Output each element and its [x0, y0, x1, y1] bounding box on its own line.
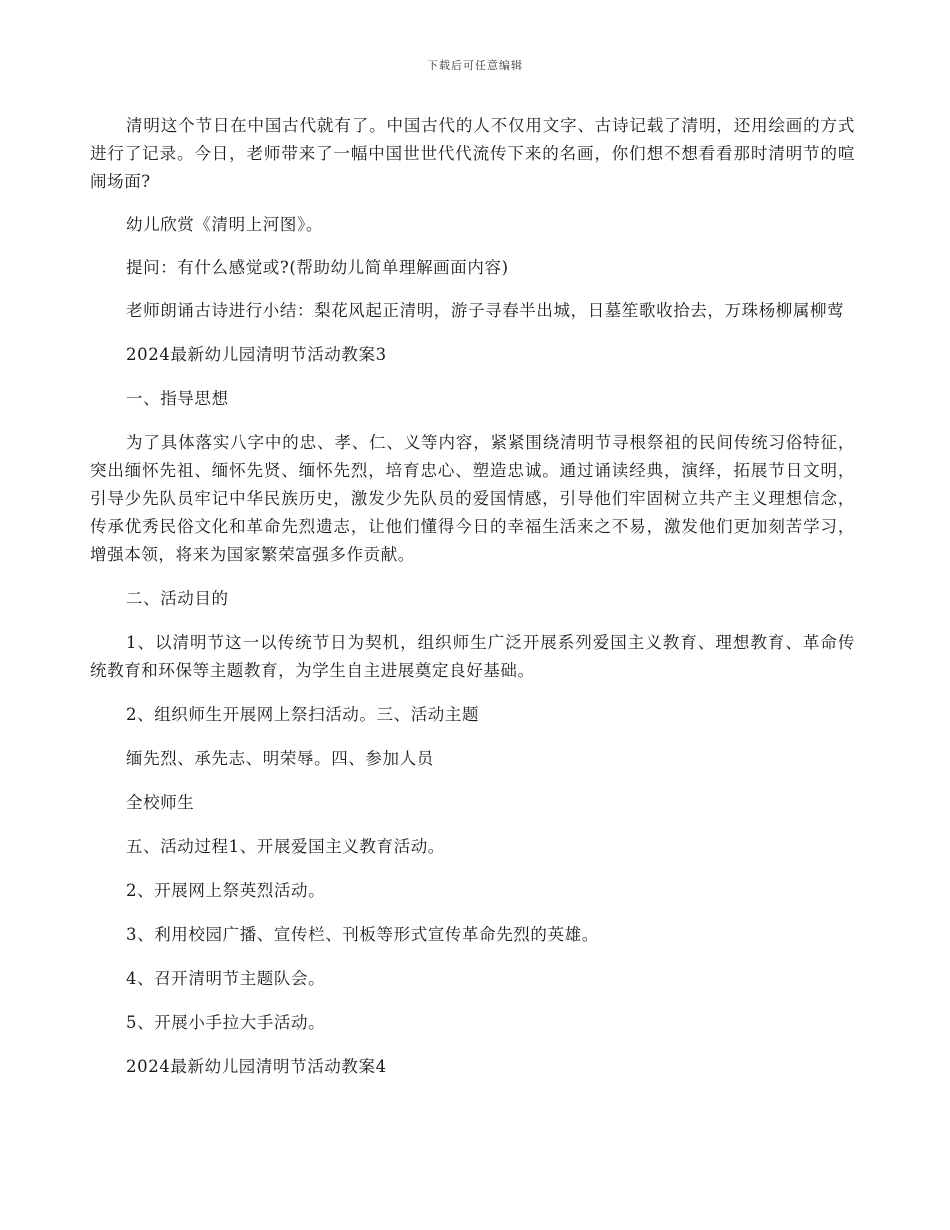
list-item: 5、开展小手拉大手活动。 [126, 1013, 326, 1032]
section-heading: 二、活动目的 [126, 589, 229, 608]
paragraph: 五、活动过程1、开展爱国主义教育活动。 [126, 837, 445, 856]
paragraph: 2、组织师生开展网上祭扫活动。三、活动主题 [126, 705, 480, 724]
section-heading: 2024最新幼儿园清明节活动教案4 [126, 1057, 387, 1076]
list-item: 2、开展网上祭英烈活动。 [126, 881, 326, 900]
section-heading: 2024最新幼儿园清明节活动教案3 [126, 345, 387, 364]
list-item: 3、利用校园广播、宣传栏、刊板等形式宣传革命先烈的英雄。 [126, 925, 599, 944]
page-header: 下载后可任意编辑 [427, 59, 523, 72]
paragraph: 1、以清明节这一以传统节日为契机，组织师生广泛开展系列爱国主义教育、理想教育、革命传统教育和环保等主题教育，为学生自主进展奠定良好基础。 [90, 633, 855, 680]
paragraph: 幼儿欣赏《清明上河图》。 [126, 215, 323, 234]
section-heading: 一、指导思想 [126, 389, 229, 408]
paragraph: 提问：有什么感觉或?(帮助幼儿简单理解画面内容) [126, 258, 509, 277]
paragraph: 清明这个节日在中国古代就有了。中国古代的人不仅用文字、古诗记载了清明，还用绘画的方式进行了记录。今日，老师带来了一幅中国世世代代流传下来的名画，你们想不想看看那时清明节的喧闹场面? [90, 116, 855, 191]
document-body [90, 112, 855, 1081]
list-item: 4、召开清明节主题队会。 [126, 969, 326, 988]
paragraph: 缅先烈、承先志、明荣辱。四、参加人员 [126, 749, 434, 768]
paragraph: 老师朗诵古诗进行小结：梨花风起正清明，游子寻春半出城，日墓笙歌收拾去，万珠杨柳属柳莺 [126, 301, 845, 320]
paragraph: 全校师生 [126, 793, 195, 812]
paragraph: 为了具体落实八字中的忠、孝、仁、义等内容，紧紧围绕清明节寻根祭祖的民间传统习俗特征，突出缅怀先祖、缅怀先贤、缅怀先烈，培育忠心、塑造忠诚。通过诵读经典，演绎，拓展节日文明，引导少先队员牢记中华民族历史，激发少先队员的爱国情感，引导他们牢固树立共产主义理想信念，传承优秀民俗文化和革命先烈遗志，让他们懂得今日的幸福生活来之不易，激发他们更加刻苦学习，增强本领，将来为国家繁荣富强多作贡献。 [90, 433, 855, 564]
